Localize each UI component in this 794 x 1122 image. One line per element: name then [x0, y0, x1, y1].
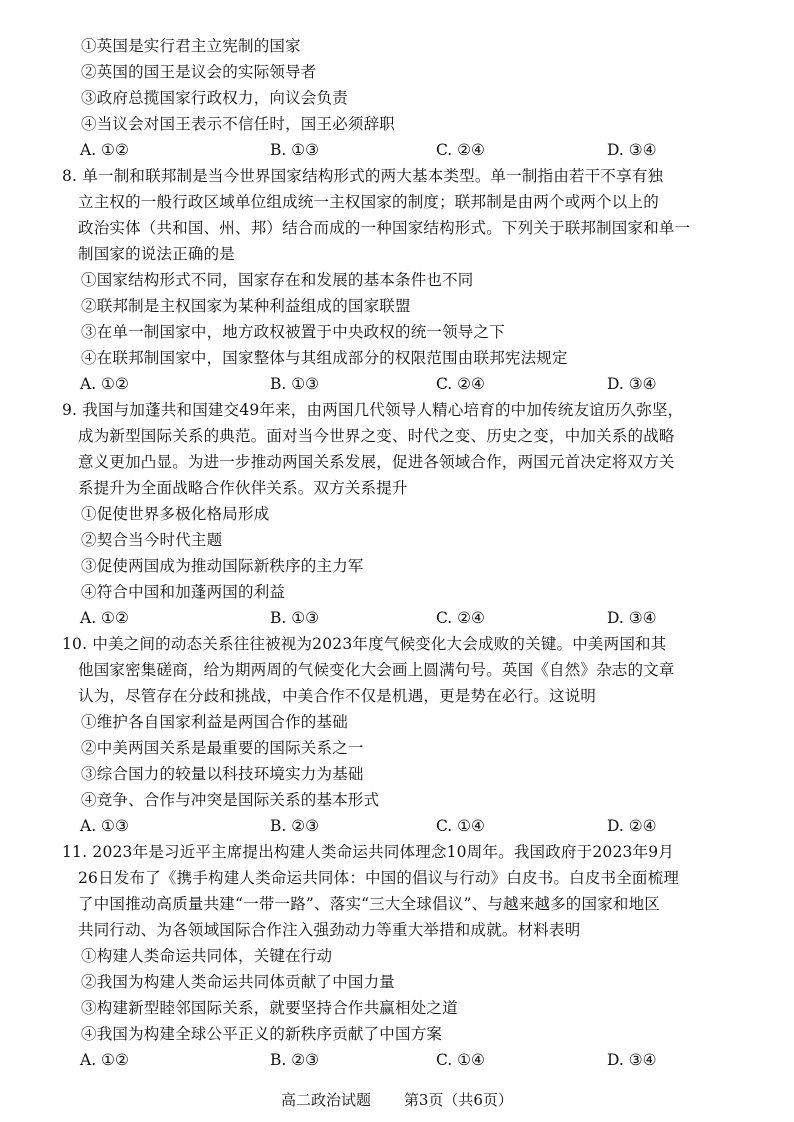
q10-statement-4: ④竞争、合作与冲突是国际关系的基本形式	[81, 791, 380, 809]
q10-options	[80, 816, 720, 836]
q9-statement-4: ④符合中国和加蓬两国的利益	[81, 583, 286, 601]
q10-stem-line-3: 认为，尽管存在分歧和挑战，中美合作不仅是机遇，更是势在必行。这说明	[78, 687, 597, 705]
q10-statement-3: ③综合国力的较量以科技环境实力为基础	[81, 765, 364, 783]
q9-stem-line-2: 成为新型国际关系的典范。面对当今世界之变、时代之变、历史之变，中加关系的战略	[78, 427, 675, 445]
q9-stem-line-3: 意义更加凸显。为进一步推动两国关系发展，促进各领域合作，两国元首决定将双方关	[78, 453, 675, 471]
q11-stem-line-2: 26日发布了《携手构建人类命运共同体：中国的倡议与行动》白皮书。白皮书全面梳理	[78, 869, 680, 887]
q9-statement-2: ②契合当今时代主题	[81, 531, 223, 549]
q10-option-d: D. ②④	[607, 817, 657, 835]
q11-option-c: C. ①④	[436, 1051, 485, 1069]
q11-option-a: A. ①②	[80, 1051, 129, 1069]
q8-stem-line-3: 政治实体（共和国、州、邦）结合而成的一种国家结构形式。下列关于联邦制国家和单一	[78, 219, 691, 237]
footer-subject: 高二政治试题	[281, 1091, 372, 1109]
q7-statement-1: ①英国是实行君主立宪制的国家	[81, 37, 301, 55]
q11-option-b: B. ②③	[270, 1051, 320, 1069]
q8-stem-line-4: 制国家的说法正确的是	[78, 245, 236, 263]
q7-option-c: C. ②④	[436, 141, 485, 159]
q7-statement-2: ②英国的国王是议会的实际领导者	[81, 63, 317, 81]
page-footer	[0, 1090, 794, 1110]
q9-options	[80, 608, 720, 628]
q11-stem-line-3: 了中国推动高质量共建“一带一路”、落实“三大全球倡议”、与越来越多的国家和地区	[78, 895, 660, 913]
q7-option-d: D. ③④	[607, 141, 657, 159]
footer-page-number: 第3页（共6页）	[403, 1091, 513, 1109]
q8-statement-2: ②联邦制是主权国家为某种利益组成的国家联盟	[81, 297, 411, 315]
q7-options	[80, 140, 720, 160]
q10-statement-2: ②中美两国关系是最重要的国际关系之一	[81, 739, 364, 757]
q8-stem-line-1: 8. 单一制和联邦制是当今世界国家结构形式的两大基本类型。单一制指由若干不享有独	[62, 167, 664, 185]
q10-option-b: B. ②③	[270, 817, 320, 835]
q8-option-a: A. ①②	[80, 375, 129, 393]
q9-option-c: C. ②④	[436, 609, 485, 627]
q10-option-a: A. ①③	[80, 817, 129, 835]
q8-stem-line-2: 立主权的一般行政区域单位组成统一主权国家的制度；联邦制是由两个或两个以上的	[78, 193, 659, 211]
q9-statement-3: ③促使两国成为推动国际新秩序的主力军	[81, 557, 364, 575]
q9-stem-line-4: 系提升为全面战略合作伙伴关系。双方关系提升	[78, 479, 408, 497]
q10-stem-line-2: 他国家密集磋商，给为期两周的气候变化大会画上圆满句号。英国《自然》杂志的文章	[78, 661, 675, 679]
q7-option-a: A. ①②	[80, 141, 129, 159]
q8-option-d: D. ③④	[607, 375, 657, 393]
q8-statement-4: ④在联邦制国家中，国家整体与其组成部分的权限范围由联邦宪法规定	[81, 349, 568, 367]
q11-statement-4: ④我国为构建全球公平正义的新秩序贡献了中国方案	[81, 1025, 443, 1043]
q11-statement-1: ①构建人类命运共同体，关键在行动	[81, 947, 333, 965]
q8-options	[80, 374, 720, 394]
q11-options	[80, 1050, 720, 1070]
q11-statement-3: ③构建新型睦邻国际关系，就要坚持合作共赢相处之道	[81, 999, 458, 1017]
q11-stem-line-1: 11. 2023年是习近平主席提出构建人类命运共同体理念10周年。我国政府于2023年9月	[62, 843, 675, 861]
q8-statement-3: ③在单一制国家中，地方政权被置于中央政权的统一领导之下	[81, 323, 505, 341]
q9-stem-line-1: 9. 我国与加蓬共和国建交49年来，由两国几代领导人精心培育的中加传统友谊历久弥坚，	[62, 401, 684, 419]
q9-option-a: A. ①②	[80, 609, 129, 627]
q8-statement-1: ①国家结构形式不同，国家存在和发展的基本条件也不同	[81, 271, 474, 289]
q9-statement-1: ①促使世界多极化格局形成	[81, 505, 270, 523]
q7-option-b: B. ①③	[270, 141, 320, 159]
q11-statement-2: ②我国为构建人类命运共同体贡献了中国力量	[81, 973, 396, 991]
q10-option-c: C. ①④	[436, 817, 485, 835]
q8-option-b: B. ①③	[270, 375, 320, 393]
q7-statement-4: ④当议会对国王表示不信任时，国王必须辞职	[81, 115, 396, 133]
q8-option-c: C. ②④	[436, 375, 485, 393]
q9-option-b: B. ①③	[270, 609, 320, 627]
q10-stem-line-1: 10. 中美之间的动态关系往往被视为2023年度气候变化大会成败的关键。中美两国和其	[62, 635, 667, 653]
q7-statement-3: ③政府总揽国家行政权力，向议会负责	[81, 89, 348, 107]
q11-stem-line-4: 共同行动、为各领域国际合作注入强劲动力等重大举措和成就。材料表明	[78, 921, 581, 939]
q10-statement-1: ①维护各自国家利益是两国合作的基础	[81, 713, 348, 731]
q11-option-d: D. ③④	[607, 1051, 657, 1069]
q9-option-d: D. ③④	[607, 609, 657, 627]
